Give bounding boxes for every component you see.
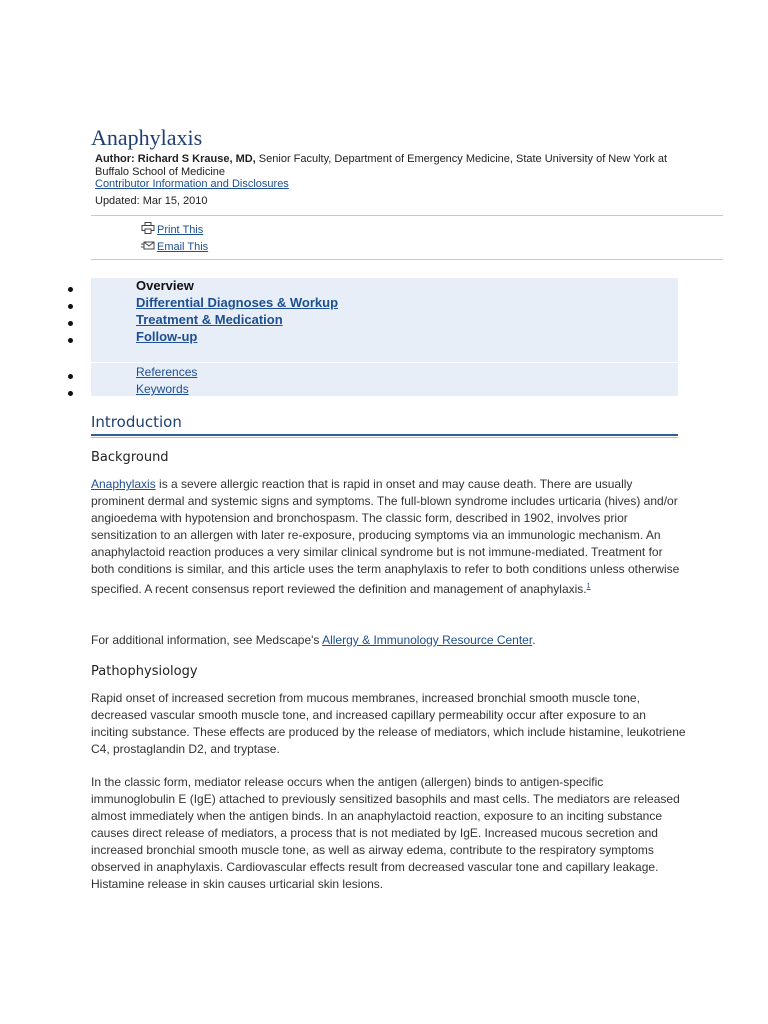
page-title: Anaphylaxis	[91, 125, 203, 150]
subheading-background: Background	[91, 450, 169, 465]
anaphylaxis-link[interactable]: Anaphylaxis	[91, 477, 156, 491]
author-line	[95, 153, 675, 179]
section-rule	[91, 437, 678, 438]
nav-separator	[91, 362, 678, 363]
bullet	[68, 304, 73, 309]
article-section-nav	[91, 278, 678, 396]
section-title-introduction: Introduction	[91, 413, 182, 431]
print-this-label: Print This	[157, 224, 204, 236]
section-rule	[91, 434, 678, 436]
bullet	[68, 338, 73, 343]
bullet	[68, 374, 73, 379]
allergy-immunology-resource-center-link[interactable]: Allergy & Immunology Resource Center	[322, 633, 533, 647]
author-affiliation: Senior Faculty, Department of Emergency Medicine, State University of New York at Buffalo School of Medicine	[95, 153, 668, 178]
pathophysiology-paragraph-1: Rapid onset of increased secretion from mucous membranes, increased bronchial smooth muscle tone, decreased vascular smooth muscle tone, and increased capillary permeability occur after exposure to an inciting substance. These effects are produced by the release of mediators, which include histamine, leukotriene C4, prostaglandin D2, and tryptase.	[91, 691, 686, 756]
nav-item-references[interactable]: References	[136, 365, 198, 379]
email-this-label: Email This	[157, 241, 209, 253]
background-text: is a severe allergic reaction that is rapid in onset and may cause death. There are usually prominent dermal and systemic signs and symptoms. The full-blown syndrome includes urticaria (hives) and/or angioedema with hypotension and bronchospasm. The classic form, described in 1902, involves prior sensitization to an allergen with later re-exposure, producing symptoms via an immunologic mechanism. An anaphylactoid reaction produces a very similar clinical syndrome but is not immune-mediated. Treatment for both conditions is similar, and this article uses the term anaphylaxis to refer to both conditions unless otherwise specified. A recent consensus report reviewed the definition and management of anaphylaxis.	[91, 477, 680, 596]
bullet	[68, 321, 73, 326]
bullet	[68, 391, 73, 396]
contributor-disclosures-link[interactable]: Contributor Information and Disclosures	[95, 178, 289, 190]
pathophysiology-paragraph-2: In the classic form, mediator release occurs when the antigen (allergen) binds to antigen-specific immunoglobulin E (IgE) attached to previously sensitized basophils and mast cells. The mediators are released almost immediately when the antigen binds. In an anaphylactoid reaction, exposure to an inciting substance causes direct release of mediators, a process that is not mediated by IgE. Increased mucous secretion and increased bronchial smooth muscle tone, as well as airway edema, contribute to the respiratory symptoms observed in anaphylaxis. Cardiovascular effects result from decreased vascular tone and capillary leakage. Histamine release in skin causes urticarial skin lesions.	[91, 775, 680, 891]
nav-item-follow-up[interactable]: Follow-up	[136, 329, 198, 344]
author-name: Author: Richard S Krause, MD,	[95, 153, 256, 165]
reference-1-link[interactable]: 1	[586, 583, 591, 590]
nav-item-keywords[interactable]: Keywords	[136, 382, 189, 396]
background-paragraph	[91, 476, 686, 598]
nav-item-differential-diagnoses[interactable]: Differential Diagnoses & Workup	[136, 295, 339, 310]
additional-info-suffix: .	[532, 633, 536, 647]
divider	[91, 259, 723, 260]
print-this-link[interactable]	[141, 222, 203, 236]
email-envelope-icon	[141, 239, 155, 251]
additional-info-prefix: For additional information, see Medscape's	[91, 633, 323, 647]
subheading-pathophysiology: Pathophysiology	[91, 664, 198, 679]
bullet	[68, 287, 73, 292]
divider	[91, 215, 723, 216]
printer-icon	[141, 222, 155, 234]
additional-info-paragraph	[91, 632, 686, 649]
nav-item-treatment-medication[interactable]: Treatment & Medication	[136, 312, 283, 327]
nav-item-overview[interactable]: Overview	[136, 278, 194, 293]
updated-date: Updated: Mar 15, 2010	[95, 195, 208, 207]
email-this-link[interactable]	[141, 239, 208, 253]
